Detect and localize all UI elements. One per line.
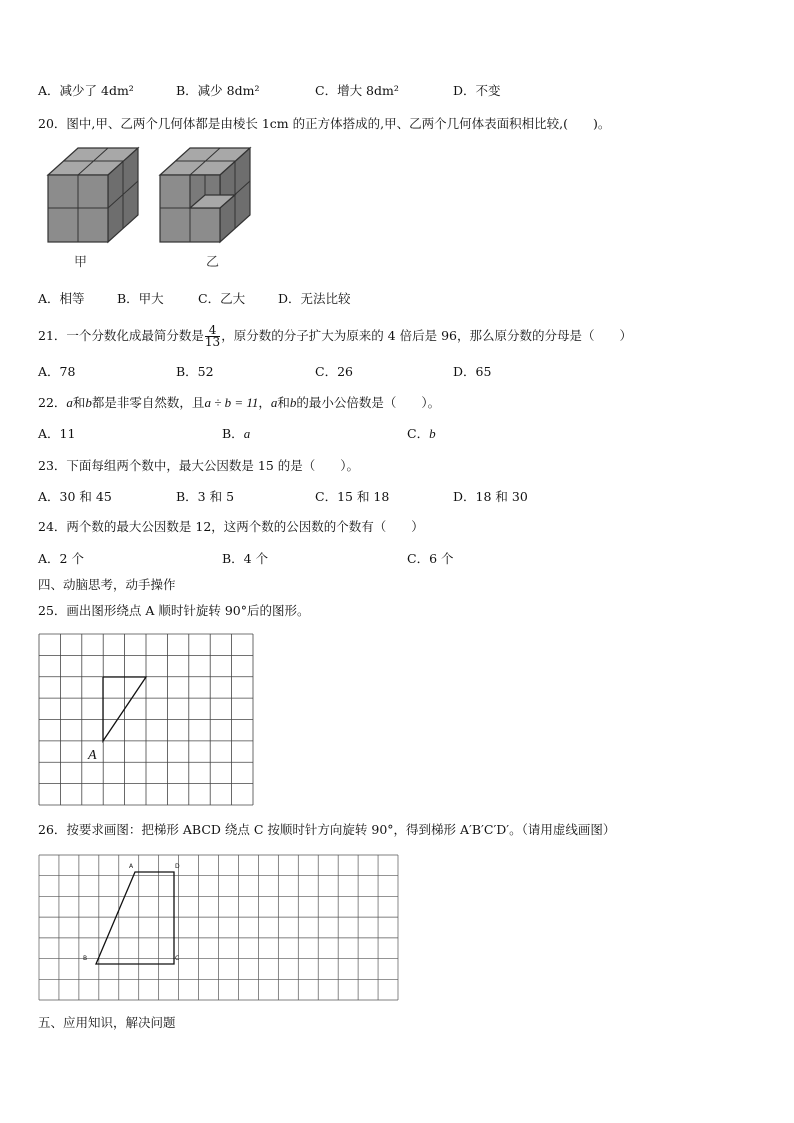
q20-figure-jia	[36, 145, 156, 275]
q19-option-b: B．减少 8dm²	[176, 83, 260, 98]
q19-option-d: D．不变	[453, 83, 501, 98]
q22-stem-mid: 都是非零自然数，且	[91, 395, 205, 410]
q24-option-c: C．6 个	[407, 551, 454, 566]
q22-var-b: b	[85, 395, 92, 410]
q20-option-d: D．无法比较	[278, 291, 351, 306]
q21-fraction-numerator: 4	[205, 325, 220, 337]
q21-option-a: A．78	[38, 364, 76, 379]
q25-grid	[39, 634, 254, 806]
q19-option-a: A．减少了 4dm²	[38, 83, 134, 98]
q22-stem-end: 的最小公倍数是（ ）。	[296, 395, 441, 410]
q22-number: 22．	[38, 395, 67, 410]
q21-fraction	[205, 325, 220, 348]
q26-grid	[39, 855, 399, 1001]
q20-label-jia: 甲	[74, 255, 88, 270]
q22-option-c-value: b	[429, 426, 436, 441]
q21-option-b: B．52	[176, 364, 214, 379]
q23-option-d: D．18 和 30	[453, 489, 528, 504]
q22-var-a-2: a	[270, 395, 278, 410]
q21-stem-part-a: 21．一个分数化成最简分数是	[38, 328, 204, 343]
q26-label-b: B	[83, 955, 88, 962]
q20-figure-yi	[148, 145, 268, 275]
q21-stem	[38, 325, 632, 348]
q22-stem	[38, 395, 440, 411]
q22-option-b	[222, 426, 250, 442]
q22-option-c	[407, 426, 436, 442]
q19-option-c: C．增大 8dm²	[315, 83, 399, 98]
q24-stem: 24．两个数的最大公因数是 12，这两个数的公因数的个数有（ ）	[38, 519, 424, 534]
q21-fraction-denominator: 13	[204, 335, 221, 349]
q23-stem: 23．下面每组两个数中，最大公因数是 15 的是（ ）。	[38, 458, 360, 473]
q22-option-a: A．11	[38, 426, 76, 441]
q21-option-c: C．26	[315, 364, 353, 379]
q22-comma: ，	[258, 395, 271, 410]
q26-stem: 26．按要求画图：把梯形 ABCD 绕点 C 按顺时针方向旋转 90°，得到梯形 A′B′C′D′。（请用虚线画图）	[38, 822, 616, 837]
q22-option-c-label: C．	[407, 426, 430, 441]
q26-label-a: A	[129, 863, 134, 870]
q20-option-c: C．乙大	[198, 291, 246, 306]
q25-point-a-label: A	[88, 748, 97, 763]
q23-option-c: C．15 和 18	[315, 489, 390, 504]
q24-option-a: A．2 个	[38, 551, 84, 566]
q20-label-yi: 乙	[206, 255, 220, 270]
q22-equation: a ÷ b = 11	[204, 395, 259, 410]
q20-option-a: A．相等	[38, 291, 85, 306]
q22-var-a: a	[66, 395, 73, 410]
q20-option-b: B．甲大	[117, 291, 164, 306]
section-4-heading: 四、动脑思考，动手操作	[38, 577, 176, 592]
q21-option-d: D．65	[453, 364, 492, 379]
q26-label-d: D	[175, 863, 180, 870]
section-5-heading: 五、应用知识，解决问题	[38, 1015, 176, 1030]
q23-option-a: A．30 和 45	[38, 489, 112, 504]
q23-option-b: B．3 和 5	[176, 489, 235, 504]
q26-label-c: C	[175, 955, 180, 962]
q26-trapezoid	[96, 872, 174, 964]
q24-option-b: B．4 个	[222, 551, 269, 566]
q22-var-b-2: b	[289, 395, 297, 410]
q21-stem-part-b: ，原分数的分子扩大为原来的 4 倍后是 96，那么原分数的分母是（ ）	[221, 328, 632, 343]
q22-and: 和	[72, 395, 86, 410]
q20-stem: 20．图中,甲、乙两个几何体都是由棱长 1cm 的正方体搭成的,甲、乙两个几何体表面积相比较,( )。	[38, 116, 611, 131]
q22-option-b-value: a	[243, 426, 251, 441]
q25-stem: 25．画出图形绕点 A 顺时针旋转 90°后的图形。	[38, 603, 310, 618]
q22-and-2: 和	[277, 395, 290, 410]
q22-option-b-label: B．	[222, 426, 244, 441]
